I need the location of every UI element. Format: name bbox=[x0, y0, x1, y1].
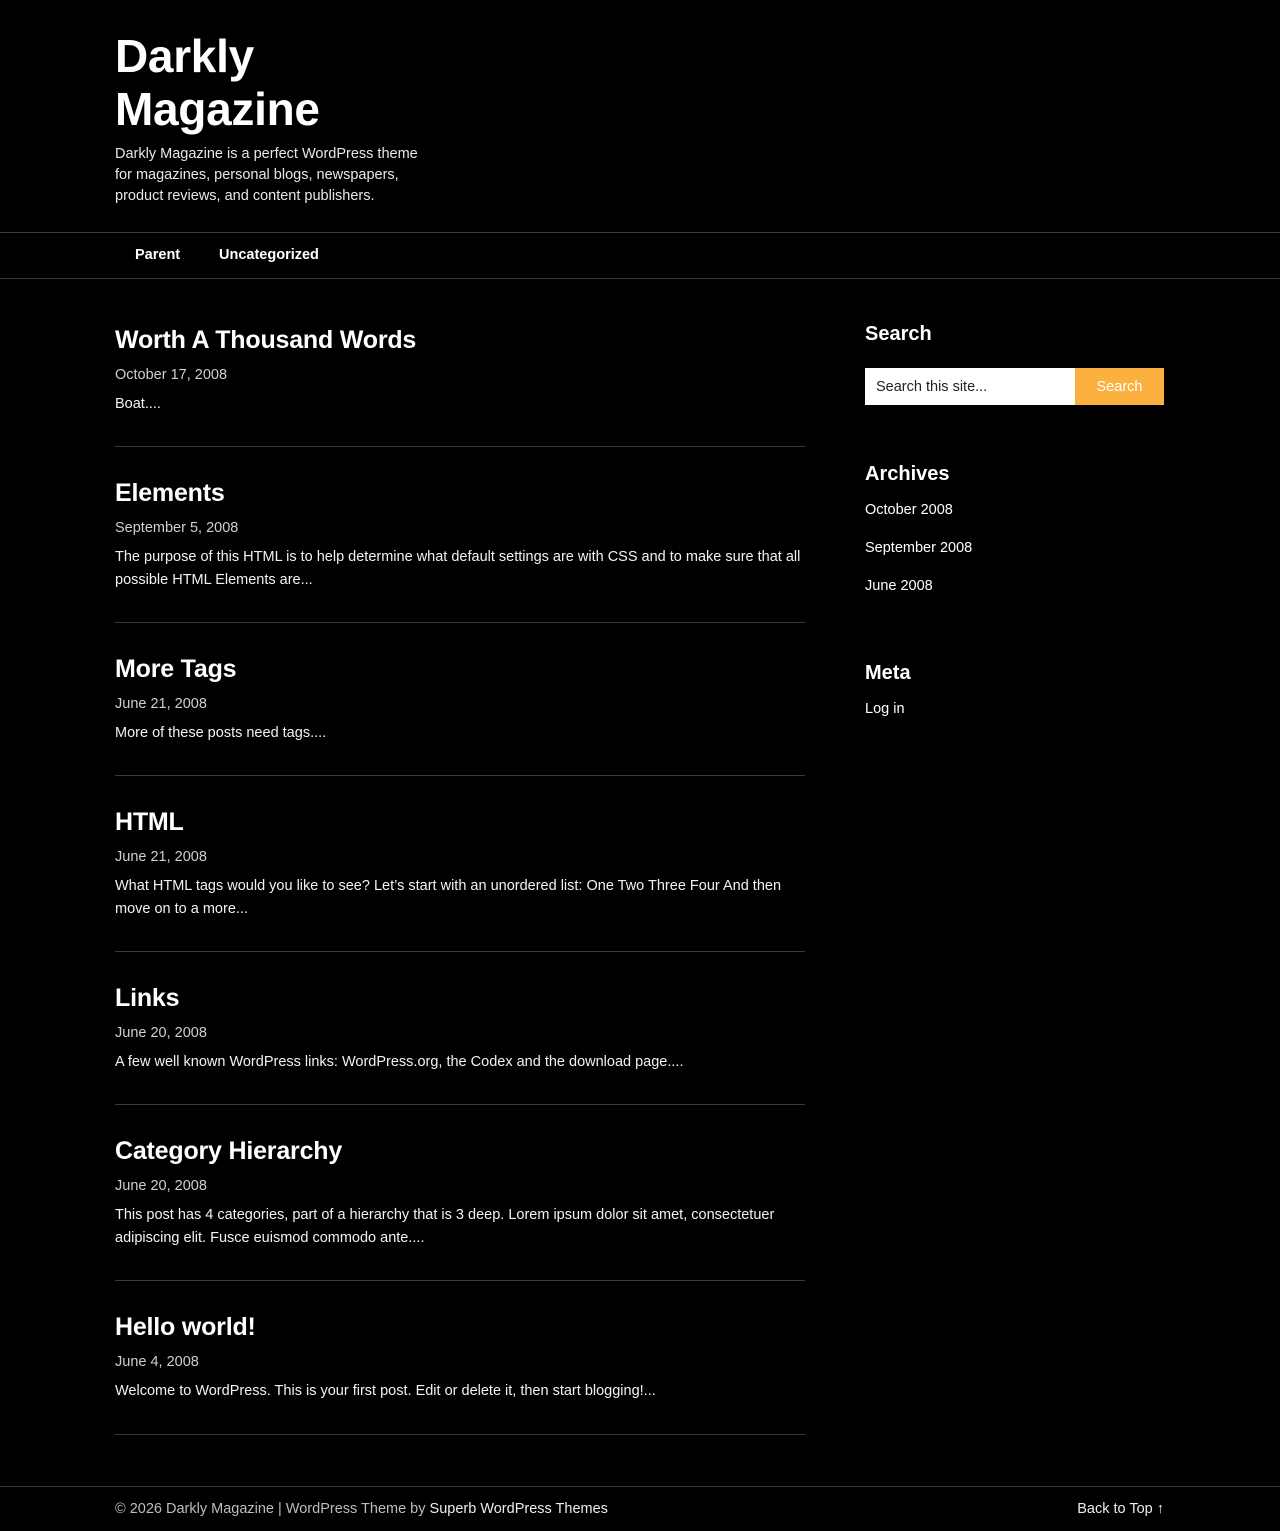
post-date: October 17, 2008 bbox=[115, 367, 228, 383]
post-title[interactable]: Hello world! bbox=[115, 1313, 256, 1341]
footer-credits bbox=[115, 1501, 608, 1517]
post-excerpt: Welcome to WordPress. This is your first post. Edit or delete it, then start blogging!... bbox=[115, 1383, 656, 1399]
post-excerpt: This post has 4 categories, part of a hierarchy that is 3 deep. Lorem ipsum dolor sit amet, consectetuer adipiscing elit. Fusce euismod commodo ante.... bbox=[115, 1207, 775, 1246]
post-title[interactable]: HTML bbox=[115, 808, 184, 836]
post-date: June 4, 2008 bbox=[115, 1354, 199, 1370]
post-item bbox=[115, 654, 805, 776]
post-item bbox=[115, 478, 805, 623]
search-button[interactable]: Search bbox=[1075, 368, 1164, 405]
theme-author-link[interactable]: Superb WordPress Themes bbox=[429, 1501, 608, 1517]
post-excerpt: The purpose of this HTML is to help determine what default settings are with CSS and to make sure that all possible HTML Elements are... bbox=[115, 549, 801, 588]
archive-link-october-2008[interactable]: October 2008 bbox=[865, 502, 953, 518]
post-date: September 5, 2008 bbox=[115, 520, 239, 536]
post-date: June 20, 2008 bbox=[115, 1025, 207, 1041]
post-title[interactable]: Links bbox=[115, 984, 180, 1012]
post-date: June 21, 2008 bbox=[115, 849, 207, 865]
post-excerpt: More of these posts need tags.... bbox=[115, 725, 327, 741]
nav-item-uncategorized[interactable]: Uncategorized bbox=[219, 247, 319, 263]
copyright-text: © 2026 Darkly Magazine | WordPress Theme by bbox=[115, 1501, 430, 1517]
main-navigation bbox=[0, 232, 1280, 279]
post-item bbox=[115, 325, 805, 447]
post-title[interactable]: More Tags bbox=[115, 655, 237, 683]
site-header bbox=[0, 0, 1280, 232]
post-item bbox=[115, 983, 805, 1105]
post-excerpt: A few well known WordPress links: WordPress.org, the Codex and the download page.... bbox=[115, 1054, 684, 1070]
post-date: June 21, 2008 bbox=[115, 696, 207, 712]
search-widget-title: Search bbox=[865, 323, 932, 345]
post-title[interactable]: Worth A Thousand Words bbox=[115, 326, 417, 354]
site-title[interactable]: Darkly Magazine bbox=[115, 30, 320, 135]
archive-link-september-2008[interactable]: September 2008 bbox=[865, 540, 973, 556]
meta-widget-title: Meta bbox=[865, 662, 911, 684]
post-title[interactable]: Category Hierarchy bbox=[115, 1137, 343, 1165]
nav-item-parent[interactable]: Parent bbox=[135, 247, 181, 263]
post-item bbox=[115, 1312, 805, 1435]
post-excerpt: What HTML tags would you like to see? Let’s start with an unordered list: One Two Three Four And then move on to a more... bbox=[115, 878, 782, 917]
search-input[interactable] bbox=[865, 368, 1075, 405]
back-to-top-link[interactable]: Back to Top ↑ bbox=[1077, 1501, 1164, 1517]
post-item bbox=[115, 1136, 805, 1281]
site-description: Darkly Magazine is a perfect WordPress theme for magazines, personal blogs, newspapers, product reviews, and content publishers. bbox=[115, 146, 418, 204]
archive-link-june-2008[interactable]: June 2008 bbox=[865, 578, 933, 594]
site-footer bbox=[0, 1486, 1280, 1531]
post-item bbox=[115, 807, 805, 952]
archives-widget-title: Archives bbox=[865, 463, 950, 485]
post-title[interactable]: Elements bbox=[115, 479, 225, 507]
post-date: June 20, 2008 bbox=[115, 1178, 207, 1194]
log-in-link[interactable]: Log in bbox=[865, 701, 905, 717]
post-excerpt: Boat.... bbox=[115, 396, 161, 412]
